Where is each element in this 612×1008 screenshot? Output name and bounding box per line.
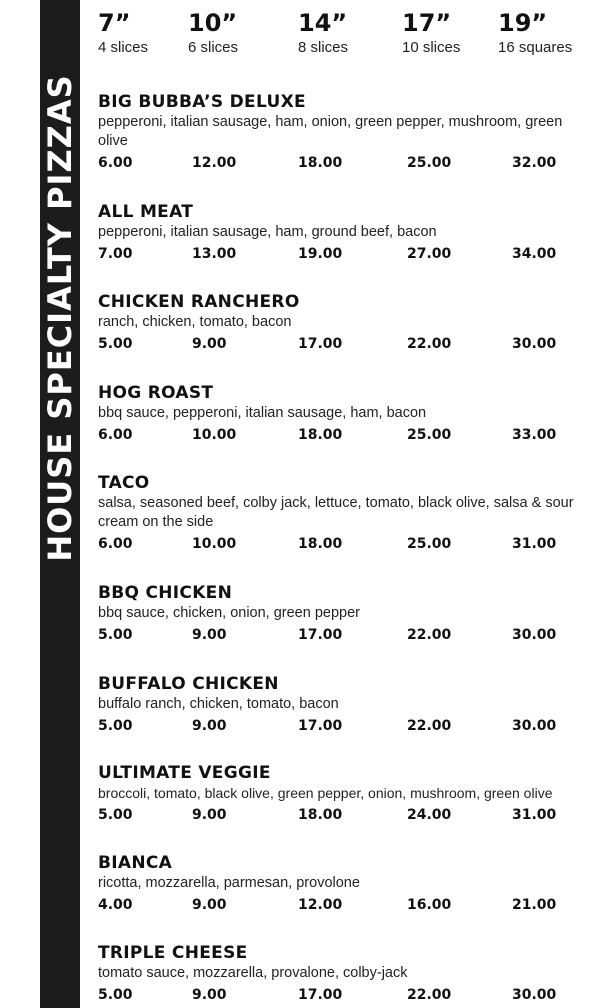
price-17-inch: 25.00 <box>407 427 452 443</box>
price-17-inch: 22.00 <box>407 627 452 643</box>
price-row <box>98 424 588 446</box>
pizza-description: ricotta, mozzarella, parmesan, provolone <box>98 875 360 891</box>
pizza-name: TACO <box>98 473 150 493</box>
price-10-inch: 9.00 <box>192 987 227 1003</box>
price-14-inch: 17.00 <box>298 627 343 643</box>
price-14-inch: 18.00 <box>298 536 343 552</box>
size-slices: 6 slices <box>188 39 239 56</box>
price-14-inch: 17.00 <box>298 336 343 352</box>
price-7-inch: 7.00 <box>98 246 133 262</box>
price-17-inch: 25.00 <box>407 536 452 552</box>
pizza-item-big-bubbas-deluxe <box>98 92 588 174</box>
price-14-inch: 12.00 <box>298 897 343 913</box>
size-10-inch <box>188 8 238 58</box>
pizza-description: salsa, seasoned beef, colby jack, lettuce, tomato, black olive, salsa & sour cream on the side <box>98 495 574 530</box>
price-14-inch: 18.00 <box>298 807 343 823</box>
pizza-item-chicken-ranchero <box>98 292 588 355</box>
pizza-item-ultimate-veggie <box>98 763 588 826</box>
price-row <box>98 984 588 1006</box>
pizza-description: pepperoni, italian sausage, ham, onion, green pepper, mushroom, green olive <box>98 114 563 149</box>
price-14-inch: 19.00 <box>298 246 343 262</box>
sizes-header <box>0 8 612 68</box>
price-7-inch: 6.00 <box>98 536 133 552</box>
price-10-inch: 9.00 <box>192 627 227 643</box>
pizza-name: BBQ CHICKEN <box>98 583 233 603</box>
pizza-description: bbq sauce, chicken, onion, green pepper <box>98 605 360 621</box>
size-14-inch <box>298 8 348 58</box>
size-slices: 8 slices <box>298 39 349 56</box>
price-10-inch: 9.00 <box>192 807 227 823</box>
price-10-inch: 12.00 <box>192 155 237 171</box>
pizza-item-triple-cheese <box>98 943 588 1006</box>
price-7-inch: 4.00 <box>98 897 133 913</box>
price-7-inch: 5.00 <box>98 807 133 823</box>
pizza-item-buffalo-chicken <box>98 674 588 737</box>
pizza-name: BUFFALO CHICKEN <box>98 674 279 694</box>
price-7-inch: 6.00 <box>98 427 133 443</box>
price-7-inch: 6.00 <box>98 155 133 171</box>
pizza-item-hog-roast <box>98 383 588 446</box>
price-19-inch: 34.00 <box>512 246 557 262</box>
price-19-inch: 31.00 <box>512 536 557 552</box>
price-row <box>98 894 588 916</box>
price-10-inch: 9.00 <box>192 718 227 734</box>
price-17-inch: 24.00 <box>407 807 452 823</box>
size-slices: 16 squares <box>498 39 573 56</box>
price-7-inch: 5.00 <box>98 627 133 643</box>
price-7-inch: 5.00 <box>98 987 133 1003</box>
price-10-inch: 10.00 <box>192 427 237 443</box>
size-19-inch <box>498 8 572 58</box>
price-row <box>98 333 588 355</box>
pizza-name: ALL MEAT <box>98 202 194 222</box>
price-10-inch: 9.00 <box>192 336 227 352</box>
price-17-inch: 27.00 <box>407 246 452 262</box>
pizza-name: BIANCA <box>98 853 173 873</box>
pizza-description: broccoli, tomato, black olive, green pepper, onion, mushroom, green olive <box>98 785 553 801</box>
price-17-inch: 16.00 <box>407 897 452 913</box>
price-row <box>98 152 588 174</box>
price-19-inch: 31.00 <box>512 807 557 823</box>
price-row <box>98 804 588 826</box>
pizza-name: TRIPLE CHEESE <box>98 943 248 963</box>
pizza-name: BIG BUBBA’S DELUXE <box>98 92 306 112</box>
price-19-inch: 30.00 <box>512 336 557 352</box>
pizza-description: tomato sauce, mozzarella, provalone, colby-jack <box>98 965 408 981</box>
size-inch: 14” <box>298 9 348 37</box>
price-10-inch: 13.00 <box>192 246 237 262</box>
pizza-name: ULTIMATE VEGGIE <box>98 763 271 783</box>
price-14-inch: 18.00 <box>298 427 343 443</box>
price-19-inch: 33.00 <box>512 427 557 443</box>
size-inch: 19” <box>498 9 548 37</box>
pizza-name: CHICKEN RANCHERO <box>98 292 300 312</box>
price-17-inch: 25.00 <box>407 155 452 171</box>
pizza-item-all-meat <box>98 202 588 265</box>
price-row <box>98 715 588 737</box>
size-7-inch <box>98 8 148 58</box>
side-title: HOUSE SPECIALTY PIZZAS <box>41 74 79 562</box>
size-slices: 4 slices <box>98 39 149 56</box>
price-row <box>98 243 588 265</box>
size-inch: 7” <box>98 9 131 37</box>
pizza-description: pepperoni, italian sausage, ham, ground beef, bacon <box>98 224 437 240</box>
price-17-inch: 22.00 <box>407 718 452 734</box>
price-row <box>98 624 588 646</box>
size-inch: 10” <box>188 9 238 37</box>
price-row <box>98 533 588 555</box>
size-inch: 17” <box>402 9 452 37</box>
price-7-inch: 5.00 <box>98 336 133 352</box>
price-19-inch: 30.00 <box>512 987 557 1003</box>
price-14-inch: 17.00 <box>298 987 343 1003</box>
price-19-inch: 30.00 <box>512 718 557 734</box>
price-14-inch: 18.00 <box>298 155 343 171</box>
price-7-inch: 5.00 <box>98 718 133 734</box>
pizza-name: HOG ROAST <box>98 383 214 403</box>
price-17-inch: 22.00 <box>407 987 452 1003</box>
price-10-inch: 10.00 <box>192 536 237 552</box>
price-17-inch: 22.00 <box>407 336 452 352</box>
pizza-description: ranch, chicken, tomato, bacon <box>98 314 292 330</box>
price-14-inch: 17.00 <box>298 718 343 734</box>
pizza-description: bbq sauce, pepperoni, italian sausage, ham, bacon <box>98 405 427 421</box>
pizza-description: buffalo ranch, chicken, tomato, bacon <box>98 696 339 712</box>
size-17-inch <box>402 8 460 58</box>
price-10-inch: 9.00 <box>192 897 227 913</box>
pizza-item-taco <box>98 473 588 555</box>
price-19-inch: 21.00 <box>512 897 557 913</box>
pizza-item-bianca <box>98 853 588 916</box>
price-19-inch: 32.00 <box>512 155 557 171</box>
price-19-inch: 30.00 <box>512 627 557 643</box>
pizza-item-bbq-chicken <box>98 583 588 646</box>
size-slices: 10 slices <box>402 39 461 56</box>
